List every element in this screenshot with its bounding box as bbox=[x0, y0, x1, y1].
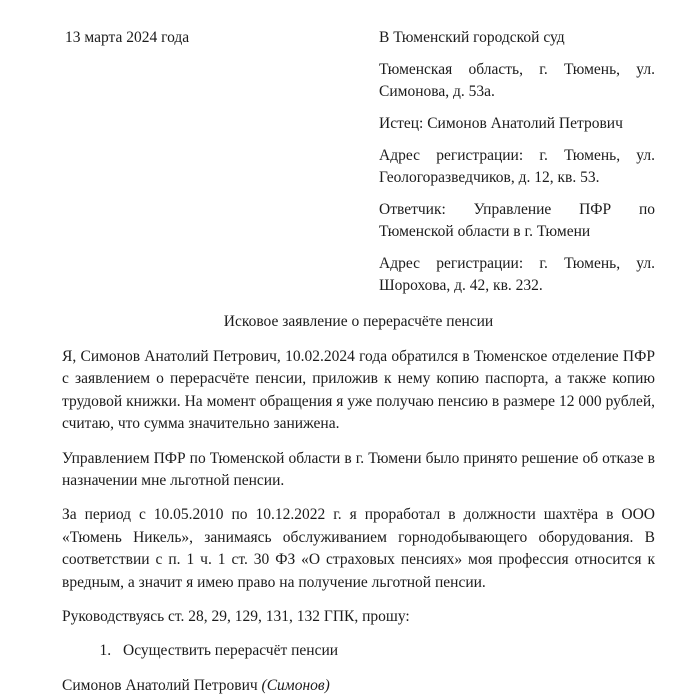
request-intro: Руководствуясь ст. 28, 29, 129, 131, 132 ГПК, прошу: bbox=[62, 608, 410, 626]
document-title: Исковое заявление о перерасчёте пенсии bbox=[223, 313, 494, 330]
body-paragraph-3: За период с 10.05.2010 по 10.12.2022 г. я проработал в должности шахтёра в ООО «Тюмень Никель», занимаясь обслуживанием горнодобывающего оборудования. В соответствии с п. 1 ч. 1 ст. 30 ФЗ «О страховых пенсиях» моя профессия относится к вредным, а значит я имею право на получение льготной пенсии. bbox=[62, 506, 655, 591]
plaintiff-name: Истец: Симонов Анатолий Петрович bbox=[379, 115, 623, 132]
document-header bbox=[62, 27, 655, 297]
request-list-item: 1. Осуществить перерасчёт пенсии bbox=[115, 640, 655, 662]
signature-line bbox=[62, 675, 655, 697]
document-date: 13 марта 2024 года bbox=[65, 29, 190, 46]
signature-surname: (Симонов) bbox=[261, 676, 330, 694]
court-name: В Тюменский городской суд bbox=[379, 29, 565, 46]
defendant-name: Ответчик: Управление ПФР по Тюменской области в г. Тюмени bbox=[379, 201, 655, 240]
defendant-address: Адрес регистрации: г. Тюмень, ул. Шорохова, д. 42, кв. 232. bbox=[379, 255, 655, 294]
signature-full-name: Симонов Анатолий Петрович bbox=[62, 676, 258, 694]
body-paragraph-2: Управлением ПФР по Тюменской области в г. Тюмени было принято решение об отказе в назначении мне льготной пенсии. bbox=[62, 449, 655, 490]
court-address: Тюменская область, г. Тюмень, ул. Симонова, д. 53а. bbox=[379, 61, 655, 100]
document-body bbox=[62, 346, 655, 697]
addressee-block bbox=[379, 27, 655, 297]
body-paragraph-1: Я, Симонов Анатолий Петрович, 10.02.2024 года обратился в Тюменское отделение ПФР с заявлением о перерасчёте пенсии, приложив к нему копию паспорта, а также копию трудовой книжки. На момент обращения я уже получаю пенсию в размере 12 000 рублей, считаю, что сумма значительно занижена. bbox=[62, 348, 655, 433]
request-list bbox=[62, 640, 655, 662]
plaintiff-address: Адрес регистрации: г. Тюмень, ул. Геологоразведчиков, д. 12, кв. 53. bbox=[379, 147, 655, 186]
